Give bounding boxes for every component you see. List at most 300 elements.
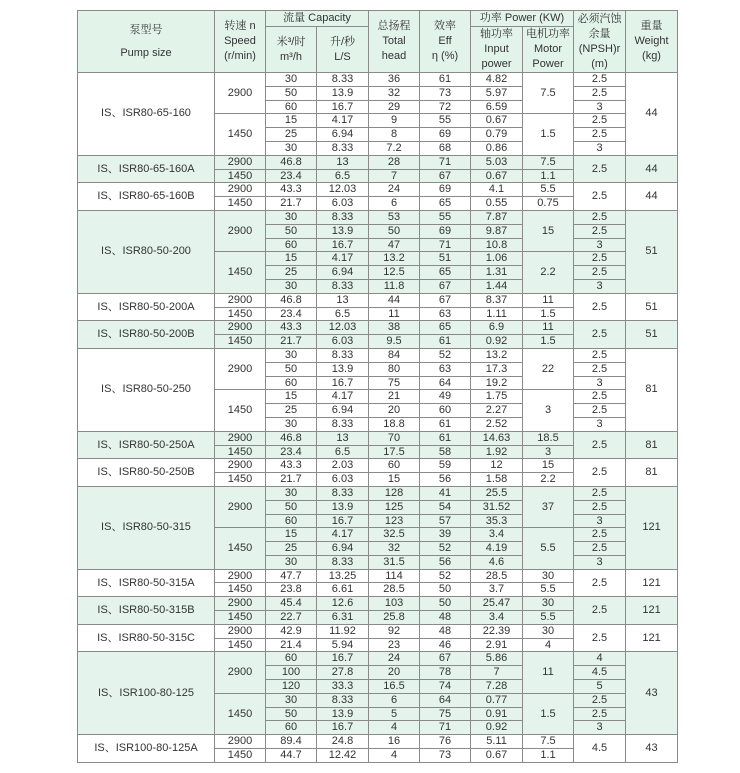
table-row bbox=[78, 652, 678, 666]
header-pump-size-en: Pump size bbox=[120, 46, 172, 59]
speed-value: 1450 bbox=[215, 390, 266, 431]
capacity-m3h: 30 bbox=[266, 555, 317, 569]
motor-power: 1.1 bbox=[523, 749, 574, 763]
npsh-value: 2.5 bbox=[574, 693, 626, 707]
total-head: 125 bbox=[369, 500, 420, 514]
capacity-m3h: 25 bbox=[266, 542, 317, 556]
input-power: 7.28 bbox=[471, 680, 523, 694]
input-power: 4.6 bbox=[471, 555, 523, 569]
total-head: 16 bbox=[369, 735, 420, 749]
pump-model: IS、ISR80-50-315A bbox=[78, 569, 215, 597]
capacity-ls: 16.7 bbox=[317, 100, 369, 114]
capacity-ls: 6.03 bbox=[317, 335, 369, 349]
weight-value: 121 bbox=[626, 569, 678, 597]
efficiency: 48 bbox=[420, 624, 471, 638]
input-power: 1.06 bbox=[471, 252, 523, 266]
capacity-m3h: 50 bbox=[266, 86, 317, 100]
motor-power: 1.5 bbox=[523, 693, 574, 734]
input-power: 1.11 bbox=[471, 307, 523, 321]
capacity-m3h: 60 bbox=[266, 238, 317, 252]
capacity-m3h: 60 bbox=[266, 652, 317, 666]
npsh-value: 2.5 bbox=[574, 252, 626, 266]
header-cap-m3h-cn: 米³/时 bbox=[276, 35, 306, 48]
header-power: 功率 Power (KW) bbox=[471, 11, 574, 27]
capacity-m3h: 60 bbox=[266, 721, 317, 735]
header-weight bbox=[626, 11, 678, 73]
npsh-value: 3 bbox=[574, 279, 626, 293]
speed-value: 1450 bbox=[215, 749, 266, 763]
header-speed-cn: 转速 n bbox=[224, 20, 256, 32]
input-power: 2.52 bbox=[471, 417, 523, 431]
capacity-m3h: 60 bbox=[266, 100, 317, 114]
capacity-m3h: 46.8 bbox=[266, 155, 317, 169]
motor-power: 15 bbox=[523, 210, 574, 251]
header-npsh bbox=[574, 11, 626, 73]
input-power: 25.5 bbox=[471, 486, 523, 500]
total-head: 6 bbox=[369, 693, 420, 707]
table-row bbox=[78, 569, 678, 583]
efficiency: 49 bbox=[420, 390, 471, 404]
total-head: 123 bbox=[369, 514, 420, 528]
total-head: 20 bbox=[369, 666, 420, 680]
npsh-value: 3 bbox=[574, 376, 626, 390]
weight-value: 51 bbox=[626, 321, 678, 349]
capacity-m3h: 21.7 bbox=[266, 335, 317, 349]
motor-power: 2.2 bbox=[523, 252, 574, 293]
motor-power: 2.2 bbox=[523, 473, 574, 487]
speed-value: 1450 bbox=[215, 473, 266, 487]
weight-value: 51 bbox=[626, 210, 678, 293]
speed-value: 2900 bbox=[215, 597, 266, 611]
total-head: 6 bbox=[369, 197, 420, 211]
input-power: 0.55 bbox=[471, 197, 523, 211]
input-power: 4.82 bbox=[471, 73, 523, 87]
capacity-ls: 6.94 bbox=[317, 542, 369, 556]
capacity-ls: 6.5 bbox=[317, 307, 369, 321]
capacity-m3h: 21.4 bbox=[266, 638, 317, 652]
efficiency: 59 bbox=[420, 459, 471, 473]
speed-value: 2900 bbox=[215, 569, 266, 583]
npsh-value: 2.5 bbox=[574, 155, 626, 183]
input-power: 0.92 bbox=[471, 335, 523, 349]
pump-model: IS、ISR80-50-250B bbox=[78, 459, 215, 487]
header-input-power bbox=[471, 27, 523, 73]
capacity-m3h: 30 bbox=[266, 210, 317, 224]
weight-value: 43 bbox=[626, 735, 678, 763]
speed-value: 1450 bbox=[215, 638, 266, 652]
motor-power: 5.5 bbox=[523, 183, 574, 197]
capacity-ls: 6.94 bbox=[317, 128, 369, 142]
capacity-ls: 13.9 bbox=[317, 224, 369, 238]
capacity-ls: 12.03 bbox=[317, 183, 369, 197]
efficiency: 69 bbox=[420, 183, 471, 197]
input-power: 1.44 bbox=[471, 279, 523, 293]
total-head: 31.5 bbox=[369, 555, 420, 569]
input-power: 14.63 bbox=[471, 431, 523, 445]
total-head: 75 bbox=[369, 376, 420, 390]
capacity-ls: 13.9 bbox=[317, 707, 369, 721]
header-input-cn: 轴功率 bbox=[480, 28, 514, 40]
weight-value: 121 bbox=[626, 597, 678, 625]
weight-value: 51 bbox=[626, 293, 678, 321]
total-head: 47 bbox=[369, 238, 420, 252]
speed-value: 1450 bbox=[215, 335, 266, 349]
efficiency: 68 bbox=[420, 141, 471, 155]
capacity-m3h: 50 bbox=[266, 362, 317, 376]
total-head: 29 bbox=[369, 100, 420, 114]
input-power: 5.11 bbox=[471, 735, 523, 749]
header-motor-cn: 电机功率 bbox=[526, 28, 571, 40]
efficiency: 71 bbox=[420, 238, 471, 252]
efficiency: 65 bbox=[420, 266, 471, 280]
table-row bbox=[78, 183, 678, 197]
weight-value: 81 bbox=[626, 431, 678, 459]
input-power: 3.4 bbox=[471, 528, 523, 542]
efficiency: 61 bbox=[420, 335, 471, 349]
npsh-value: 3 bbox=[574, 514, 626, 528]
speed-value: 2900 bbox=[215, 348, 266, 389]
header-eff-en: Eff bbox=[438, 35, 452, 47]
motor-power: 11 bbox=[523, 652, 574, 693]
npsh-value: 3 bbox=[574, 417, 626, 431]
header-input-en2: power bbox=[481, 58, 512, 70]
pump-model: IS、ISR80-65-160B bbox=[78, 183, 215, 211]
speed-value: 2900 bbox=[215, 321, 266, 335]
capacity-m3h: 25 bbox=[266, 404, 317, 418]
header-npsh-cn2: 余量 bbox=[588, 27, 611, 40]
motor-power: 3 bbox=[523, 445, 574, 459]
motor-power: 15 bbox=[523, 459, 574, 473]
total-head: 20 bbox=[369, 404, 420, 418]
capacity-ls: 12.6 bbox=[317, 597, 369, 611]
total-head: 103 bbox=[369, 597, 420, 611]
capacity-ls: 13.9 bbox=[317, 362, 369, 376]
capacity-m3h: 23.4 bbox=[266, 445, 317, 459]
pump-model: IS、ISR80-50-315 bbox=[78, 486, 215, 569]
motor-power: 22 bbox=[523, 348, 574, 389]
npsh-value: 2.5 bbox=[574, 266, 626, 280]
capacity-ls: 6.94 bbox=[317, 404, 369, 418]
pump-model: IS、ISR100-80-125 bbox=[78, 652, 215, 735]
input-power: 0.67 bbox=[471, 169, 523, 183]
speed-value: 1450 bbox=[215, 611, 266, 625]
total-head: 128 bbox=[369, 486, 420, 500]
capacity-ls: 16.7 bbox=[317, 721, 369, 735]
weight-value: 121 bbox=[626, 624, 678, 652]
capacity-m3h: 21.7 bbox=[266, 197, 317, 211]
input-power: 4.19 bbox=[471, 542, 523, 556]
motor-power: 1.5 bbox=[523, 114, 574, 155]
efficiency: 67 bbox=[420, 293, 471, 307]
speed-value: 2900 bbox=[215, 652, 266, 693]
weight-value: 44 bbox=[626, 73, 678, 156]
capacity-m3h: 50 bbox=[266, 224, 317, 238]
efficiency: 76 bbox=[420, 735, 471, 749]
motor-power: 37 bbox=[523, 486, 574, 527]
header-eff-unit: η (%) bbox=[431, 50, 459, 62]
weight-value: 44 bbox=[626, 183, 678, 211]
table-row bbox=[78, 321, 678, 335]
capacity-ls: 6.61 bbox=[317, 583, 369, 597]
capacity-ls: 16.7 bbox=[317, 652, 369, 666]
capacity-ls: 4.17 bbox=[317, 390, 369, 404]
capacity-ls: 8.33 bbox=[317, 348, 369, 362]
capacity-ls: 8.33 bbox=[317, 210, 369, 224]
capacity-m3h: 47.7 bbox=[266, 569, 317, 583]
capacity-m3h: 21.7 bbox=[266, 473, 317, 487]
npsh-value: 2.5 bbox=[574, 362, 626, 376]
total-head: 28 bbox=[369, 155, 420, 169]
input-power: 2.91 bbox=[471, 638, 523, 652]
total-head: 24 bbox=[369, 183, 420, 197]
motor-power: 7.5 bbox=[523, 735, 574, 749]
motor-power: 30 bbox=[523, 624, 574, 638]
header-head-cn: 总扬程 bbox=[377, 20, 411, 32]
npsh-value: 3 bbox=[574, 721, 626, 735]
npsh-value: 3 bbox=[574, 141, 626, 155]
efficiency: 55 bbox=[420, 210, 471, 224]
capacity-ls: 8.33 bbox=[317, 73, 369, 87]
npsh-value: 2.5 bbox=[574, 707, 626, 721]
header-pump-size-cn: 泵型号 bbox=[129, 23, 163, 36]
motor-power: 3 bbox=[523, 390, 574, 431]
pump-model: IS、ISR80-50-315B bbox=[78, 597, 215, 625]
npsh-value: 2.5 bbox=[574, 542, 626, 556]
input-power: 0.77 bbox=[471, 693, 523, 707]
header-speed-unit: (r/min) bbox=[224, 50, 256, 62]
weight-value: 43 bbox=[626, 652, 678, 735]
table-row bbox=[78, 431, 678, 445]
total-head: 12.5 bbox=[369, 266, 420, 280]
speed-value: 2900 bbox=[215, 155, 266, 169]
input-power: 2.27 bbox=[471, 404, 523, 418]
header-efficiency bbox=[420, 11, 471, 73]
table-row bbox=[78, 459, 678, 473]
efficiency: 55 bbox=[420, 114, 471, 128]
total-head: 15 bbox=[369, 473, 420, 487]
total-head: 18.8 bbox=[369, 417, 420, 431]
capacity-m3h: 50 bbox=[266, 707, 317, 721]
header-input-en1: Input bbox=[484, 43, 509, 55]
total-head: 114 bbox=[369, 569, 420, 583]
header-cap-m3h-en: m³/h bbox=[280, 50, 302, 63]
speed-value: 2900 bbox=[215, 293, 266, 307]
speed-value: 1450 bbox=[215, 528, 266, 569]
npsh-value: 2.5 bbox=[574, 293, 626, 321]
header-motor-en1: Motor bbox=[533, 43, 563, 55]
input-power: 3.4 bbox=[471, 611, 523, 625]
motor-power: 1.5 bbox=[523, 307, 574, 321]
npsh-value: 2.5 bbox=[574, 431, 626, 459]
motor-power: 30 bbox=[523, 569, 574, 583]
table-row bbox=[78, 735, 678, 749]
header-cap-ls-en: L/S bbox=[334, 50, 351, 63]
npsh-value: 2.5 bbox=[574, 128, 626, 142]
npsh-value: 2.5 bbox=[574, 86, 626, 100]
total-head: 7.2 bbox=[369, 141, 420, 155]
total-head: 92 bbox=[369, 624, 420, 638]
pump-model: IS、ISR80-65-160 bbox=[78, 73, 215, 156]
input-power: 6.9 bbox=[471, 321, 523, 335]
pump-model: IS、ISR100-80-125A bbox=[78, 735, 215, 763]
header-speed bbox=[215, 11, 266, 73]
efficiency: 73 bbox=[420, 86, 471, 100]
npsh-value: 2.5 bbox=[574, 624, 626, 652]
efficiency: 61 bbox=[420, 431, 471, 445]
total-head: 8 bbox=[369, 128, 420, 142]
capacity-ls: 13 bbox=[317, 155, 369, 169]
total-head: 60 bbox=[369, 459, 420, 473]
capacity-ls: 16.7 bbox=[317, 238, 369, 252]
total-head: 23 bbox=[369, 638, 420, 652]
capacity-ls: 6.94 bbox=[317, 266, 369, 280]
motor-power: 5.5 bbox=[523, 611, 574, 625]
capacity-ls: 8.33 bbox=[317, 417, 369, 431]
header-motor-power bbox=[523, 27, 574, 73]
total-head: 9.5 bbox=[369, 335, 420, 349]
capacity-ls: 13.25 bbox=[317, 569, 369, 583]
capacity-m3h: 45.4 bbox=[266, 597, 317, 611]
capacity-ls: 13 bbox=[317, 431, 369, 445]
efficiency: 39 bbox=[420, 528, 471, 542]
efficiency: 71 bbox=[420, 721, 471, 735]
total-head: 32.5 bbox=[369, 528, 420, 542]
speed-value: 2900 bbox=[215, 210, 266, 251]
capacity-m3h: 60 bbox=[266, 376, 317, 390]
input-power: 1.92 bbox=[471, 445, 523, 459]
efficiency: 51 bbox=[420, 252, 471, 266]
npsh-value: 2.5 bbox=[574, 528, 626, 542]
input-power: 1.31 bbox=[471, 266, 523, 280]
total-head: 44 bbox=[369, 293, 420, 307]
input-power: 0.91 bbox=[471, 707, 523, 721]
capacity-ls: 6.5 bbox=[317, 445, 369, 459]
npsh-value: 2.5 bbox=[574, 390, 626, 404]
total-head: 7 bbox=[369, 169, 420, 183]
input-power: 28.5 bbox=[471, 569, 523, 583]
input-power: 9.87 bbox=[471, 224, 523, 238]
input-power: 3.7 bbox=[471, 583, 523, 597]
capacity-ls: 2.03 bbox=[317, 459, 369, 473]
capacity-m3h: 23.4 bbox=[266, 307, 317, 321]
header-cap-ls-cn: 升/秒 bbox=[329, 35, 356, 48]
header-npsh-cn1: 必须汽蚀 bbox=[577, 12, 622, 25]
efficiency: 78 bbox=[420, 666, 471, 680]
efficiency: 67 bbox=[420, 279, 471, 293]
capacity-m3h: 30 bbox=[266, 279, 317, 293]
capacity-ls: 33.3 bbox=[317, 680, 369, 694]
input-power: 5.86 bbox=[471, 652, 523, 666]
npsh-value: 2.5 bbox=[574, 597, 626, 625]
efficiency: 72 bbox=[420, 100, 471, 114]
total-head: 4 bbox=[369, 749, 420, 763]
capacity-ls: 4.17 bbox=[317, 114, 369, 128]
capacity-m3h: 15 bbox=[266, 114, 317, 128]
motor-power: 18.5 bbox=[523, 431, 574, 445]
efficiency: 69 bbox=[420, 224, 471, 238]
speed-value: 2900 bbox=[215, 73, 266, 114]
capacity-m3h: 30 bbox=[266, 486, 317, 500]
speed-value: 1450 bbox=[215, 583, 266, 597]
speed-value: 1450 bbox=[215, 307, 266, 321]
npsh-value: 2.5 bbox=[574, 210, 626, 224]
motor-power: 4 bbox=[523, 638, 574, 652]
motor-power: 7.5 bbox=[523, 155, 574, 169]
table-row bbox=[78, 155, 678, 169]
npsh-value: 2.5 bbox=[574, 114, 626, 128]
weight-value: 81 bbox=[626, 348, 678, 431]
speed-value: 1450 bbox=[215, 114, 266, 155]
efficiency: 52 bbox=[420, 569, 471, 583]
total-head: 9 bbox=[369, 114, 420, 128]
capacity-m3h: 15 bbox=[266, 252, 317, 266]
header-speed-en: Speed bbox=[224, 35, 256, 47]
weight-value: 121 bbox=[626, 486, 678, 569]
header-npsh-unit: (m) bbox=[591, 57, 608, 70]
speed-value: 2900 bbox=[215, 486, 266, 527]
total-head: 11 bbox=[369, 307, 420, 321]
header-capacity-m3h bbox=[266, 27, 317, 73]
capacity-m3h: 43.3 bbox=[266, 321, 317, 335]
header-weight-unit: (kg) bbox=[642, 50, 661, 62]
input-power: 4.1 bbox=[471, 183, 523, 197]
capacity-ls: 8.33 bbox=[317, 693, 369, 707]
efficiency: 61 bbox=[420, 73, 471, 87]
input-power: 12 bbox=[471, 459, 523, 473]
input-power: 31.52 bbox=[471, 500, 523, 514]
capacity-m3h: 22.7 bbox=[266, 611, 317, 625]
capacity-ls: 13 bbox=[317, 293, 369, 307]
speed-value: 2900 bbox=[215, 735, 266, 749]
efficiency: 73 bbox=[420, 749, 471, 763]
input-power: 1.58 bbox=[471, 473, 523, 487]
header-weight-cn: 重量 bbox=[640, 20, 663, 32]
efficiency: 58 bbox=[420, 445, 471, 459]
total-head: 13.2 bbox=[369, 252, 420, 266]
table-row bbox=[78, 293, 678, 307]
total-head: 70 bbox=[369, 431, 420, 445]
capacity-m3h: 30 bbox=[266, 417, 317, 431]
capacity-m3h: 30 bbox=[266, 693, 317, 707]
total-head: 36 bbox=[369, 73, 420, 87]
input-power: 7 bbox=[471, 666, 523, 680]
speed-value: 1450 bbox=[215, 169, 266, 183]
capacity-m3h: 30 bbox=[266, 73, 317, 87]
pump-model: IS、ISR80-50-250A bbox=[78, 431, 215, 459]
motor-power: 11 bbox=[523, 321, 574, 335]
total-head: 50 bbox=[369, 224, 420, 238]
total-head: 28.5 bbox=[369, 583, 420, 597]
total-head: 4 bbox=[369, 721, 420, 735]
efficiency: 46 bbox=[420, 638, 471, 652]
input-power: 0.67 bbox=[471, 749, 523, 763]
total-head: 16.5 bbox=[369, 680, 420, 694]
capacity-ls: 8.33 bbox=[317, 486, 369, 500]
total-head: 32 bbox=[369, 86, 420, 100]
speed-value: 2900 bbox=[215, 624, 266, 638]
pump-model: IS、ISR80-50-200 bbox=[78, 210, 215, 293]
capacity-ls: 12.03 bbox=[317, 321, 369, 335]
total-head: 80 bbox=[369, 362, 420, 376]
npsh-value: 2.5 bbox=[574, 73, 626, 87]
npsh-value: 5 bbox=[574, 680, 626, 694]
pump-performance-table bbox=[77, 10, 678, 763]
capacity-m3h: 60 bbox=[266, 514, 317, 528]
efficiency: 48 bbox=[420, 611, 471, 625]
efficiency: 52 bbox=[420, 542, 471, 556]
capacity-m3h: 46.8 bbox=[266, 431, 317, 445]
capacity-m3h: 30 bbox=[266, 348, 317, 362]
